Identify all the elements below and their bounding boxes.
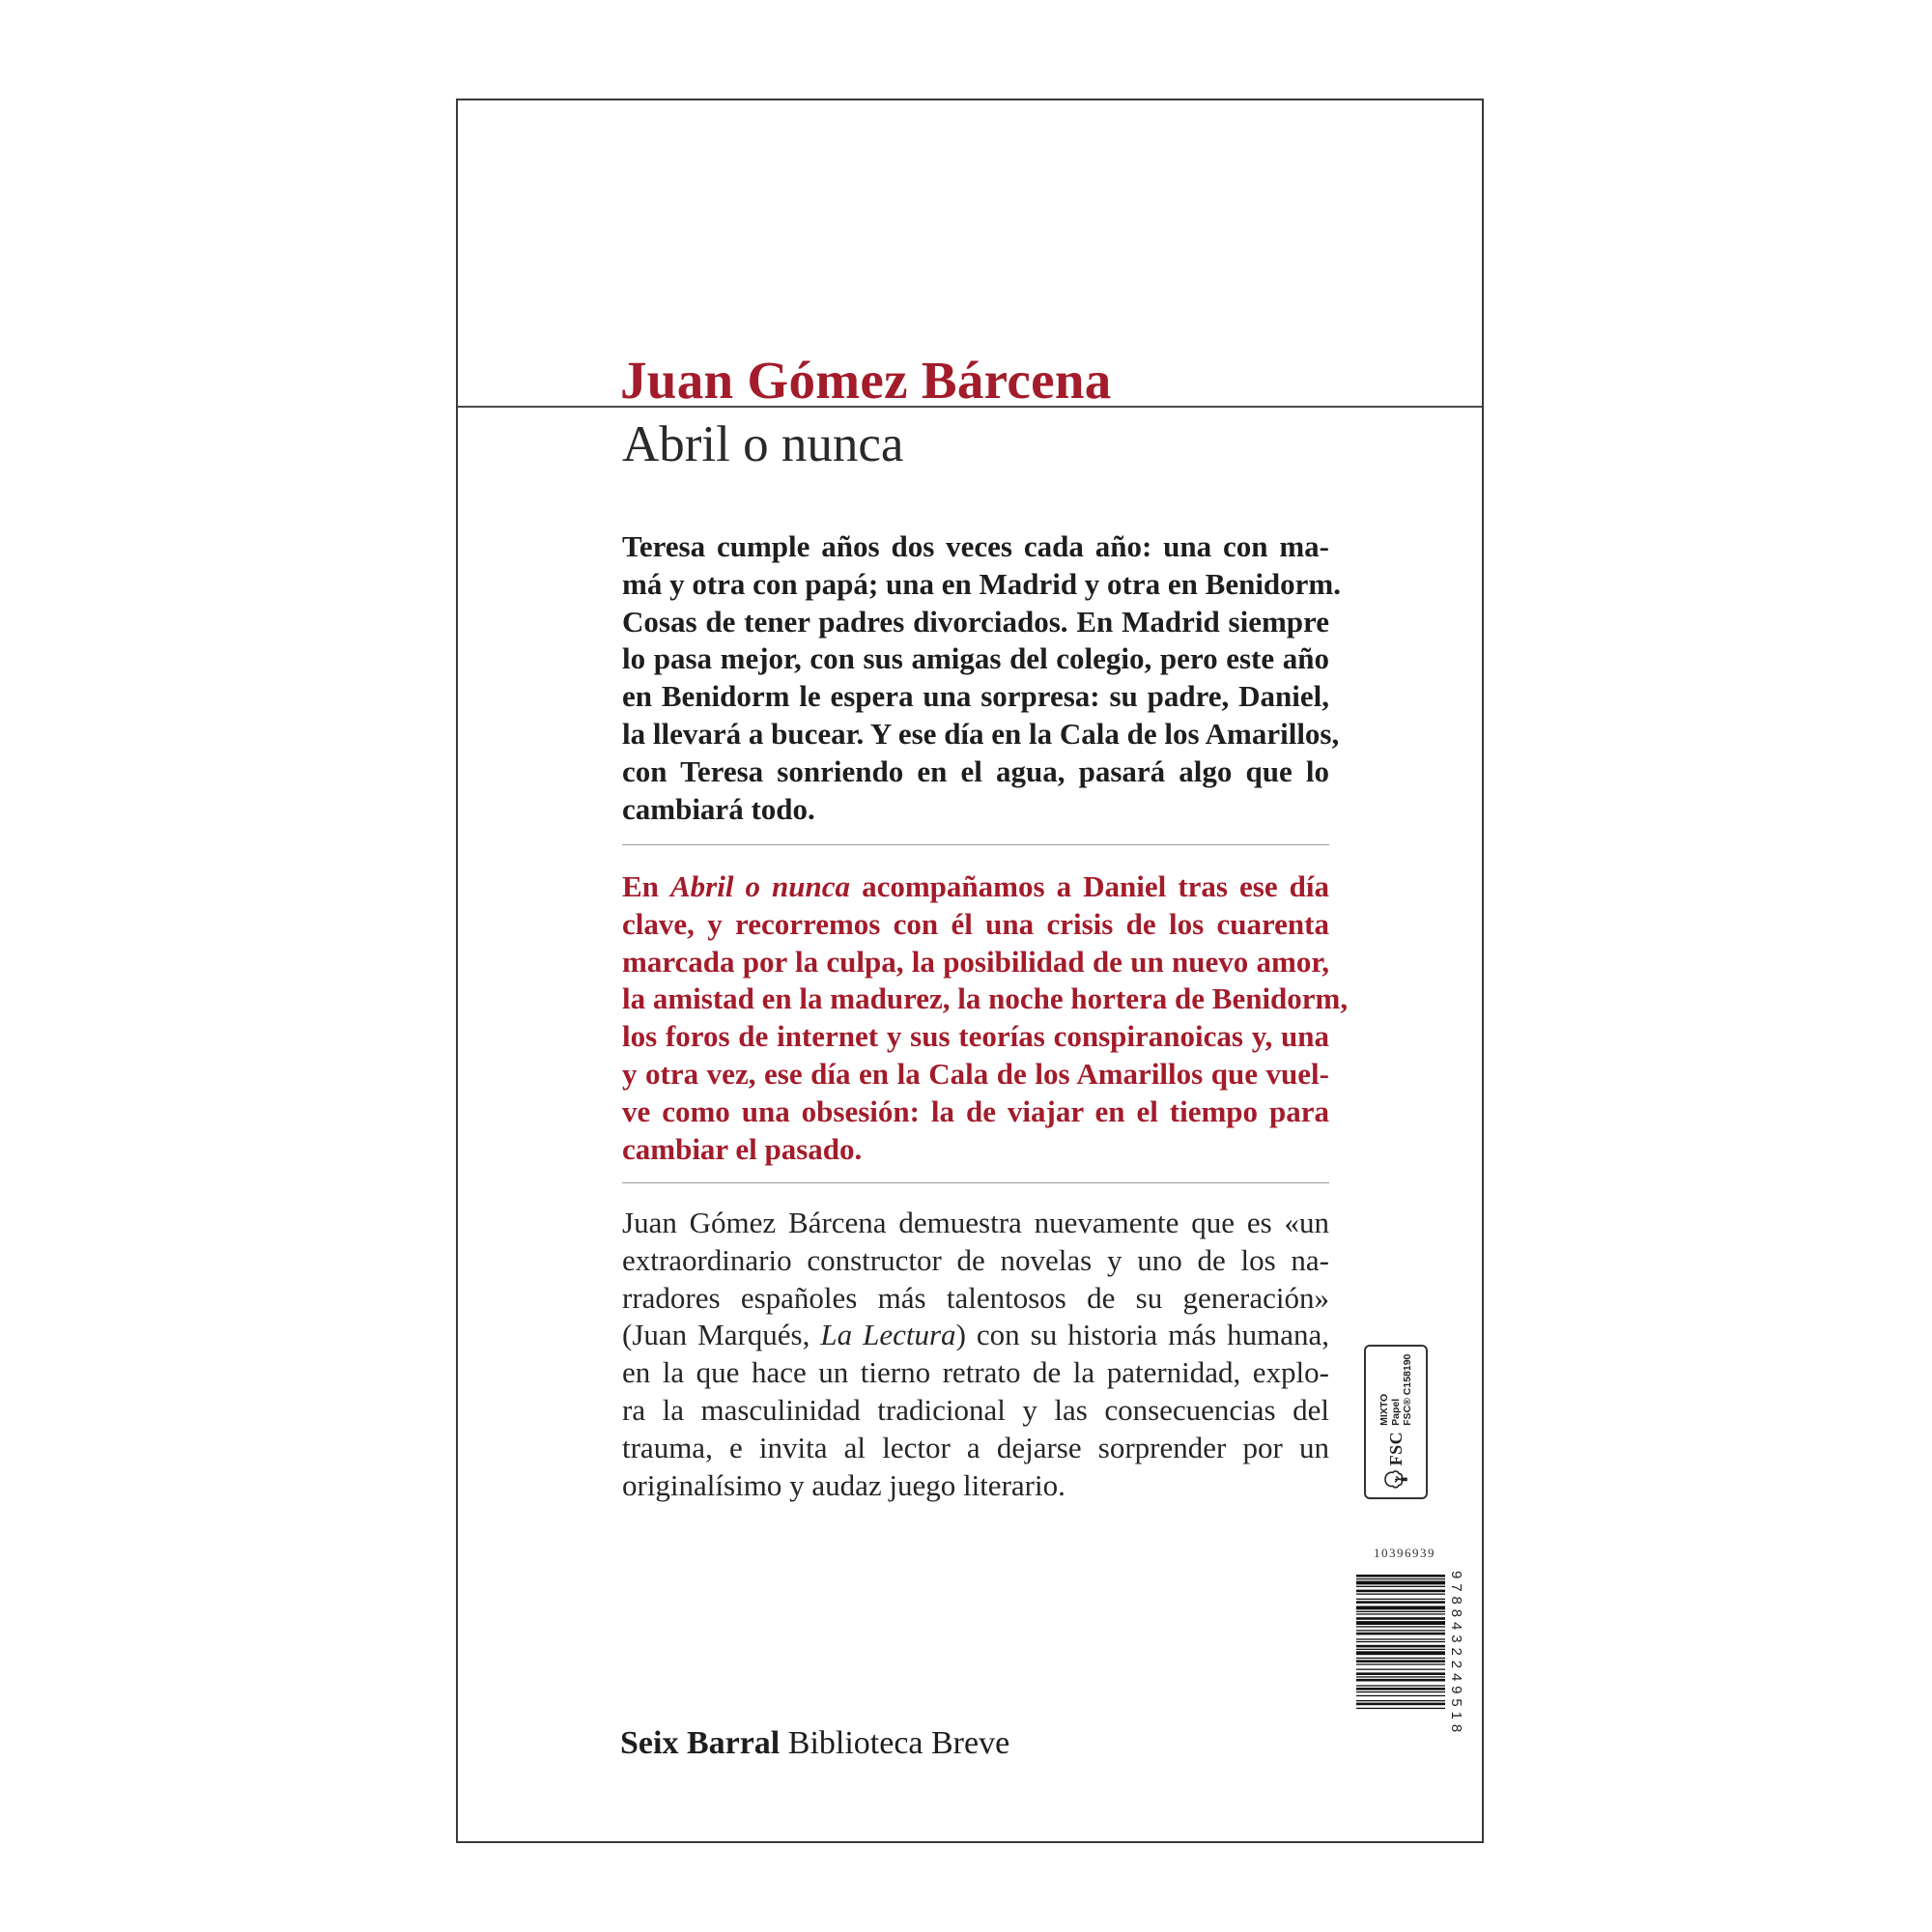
blurb-line (622, 1317, 1329, 1354)
product-code: 10396939 (1374, 1546, 1435, 1560)
barcode-bar (1356, 1663, 1445, 1664)
barcode-bar (1356, 1638, 1445, 1639)
praise-line: los foros de internet y sus teorías conspiranoicas y, una (622, 1019, 1329, 1054)
barcode-bar (1356, 1651, 1445, 1655)
praise-line (622, 868, 1329, 906)
blurb-line: Juan Gómez Bárcena demuestra nuevamente que es «un (622, 1206, 1329, 1239)
praise-line: y otra vez, ese día en la Cala de los Amarillos que vuel- (622, 1056, 1329, 1091)
barcode-bar (1356, 1626, 1445, 1627)
synopsis-line: la llevará a bucear. Y ese día en la Cala de los Amarillos, (622, 716, 1340, 751)
barcode-bar (1356, 1658, 1445, 1659)
barcode-bar (1356, 1641, 1445, 1642)
publisher-line (620, 1725, 1009, 1762)
barcode-bar (1356, 1672, 1445, 1675)
fsc-logo (1383, 1432, 1408, 1491)
barcode-bar (1356, 1685, 1445, 1686)
fsc-label-content (1378, 1354, 1413, 1491)
publisher-collection: Biblioteca Breve (787, 1725, 1010, 1761)
praise-paragraph (622, 868, 1349, 1168)
barcode-bar (1356, 1586, 1445, 1587)
barcode-bar (1356, 1633, 1445, 1635)
barcode-bar (1356, 1649, 1445, 1650)
synopsis-line: Teresa cumple años dos veces cada año: una con ma- (622, 529, 1329, 563)
synopsis-line: lo pasa mejor, con sus amigas del colegio, pero este año (622, 641, 1329, 676)
blurb-line: originalísimo y audaz juego literario. (622, 1467, 1065, 1502)
blurb-line: en la que hace un tierno retrato de la paternidad, explo- (622, 1355, 1329, 1390)
barcode-bar (1356, 1575, 1445, 1577)
isbn-barcode (1356, 1575, 1445, 1750)
barcode-bar (1356, 1594, 1445, 1595)
barcode-bar (1356, 1581, 1445, 1585)
isbn-number: 9788432249518 (1448, 1571, 1464, 1738)
praise-line: la amistad en la madurez, la noche hortera de Benidorm, (622, 981, 1349, 1016)
synopsis-line: cambiará todo. (622, 791, 815, 826)
synopsis-line: Cosas de tener padres divorciados. En Madrid siempre (622, 604, 1329, 639)
blurb-line: ra la masculinidad tradicional y las consecuencias del (622, 1392, 1329, 1427)
fsc-label (1364, 1345, 1428, 1499)
synopsis-line: má y otra con papá; una en Madrid y otra en Benidorm. (622, 566, 1341, 601)
barcode-bar (1356, 1621, 1445, 1625)
fsc-mixto: MIXTO (1378, 1393, 1390, 1426)
barcode-bar (1356, 1630, 1445, 1631)
blurb-line: rradores españoles más talentosos de su generación» (622, 1280, 1329, 1315)
praise-title-italic: Abril o nunca (669, 869, 851, 903)
book-title: Abril o nunca (622, 416, 904, 472)
section-divider (622, 1182, 1329, 1183)
citation-source-italic: La Lectura (820, 1318, 956, 1352)
praise-line: cambiar el pasado. (622, 1131, 863, 1166)
barcode-bar (1356, 1590, 1445, 1593)
section-divider (622, 844, 1329, 845)
barcode-bar (1356, 1601, 1445, 1604)
blurb-paragraph (622, 1205, 1329, 1504)
barcode-bar (1356, 1679, 1445, 1682)
synopsis-line: en Benidorm le espera una sorpresa: su padre, Daniel, (622, 679, 1329, 714)
barcode-bar (1356, 1645, 1445, 1648)
fsc-papel: Papel (1390, 1398, 1402, 1426)
synopsis-line: con Teresa sonriendo en el agua, pasará algo que lo (622, 753, 1329, 788)
publisher-name: Seix Barral (620, 1725, 781, 1761)
barcode-bar (1356, 1708, 1445, 1709)
barcode-bar (1356, 1691, 1445, 1692)
blurb-line: trauma, e invita al lector a dejarse sorprender por un (622, 1430, 1329, 1464)
isbn-digits (1449, 1571, 1468, 1774)
barcode-bar (1356, 1613, 1445, 1614)
citation-prefix: (Juan Marqués, (622, 1318, 821, 1352)
barcode-bar (1356, 1669, 1445, 1670)
synopsis-paragraph (622, 528, 1341, 828)
book-back-cover (456, 99, 1484, 1843)
fsc-license: FSC® C158190 (1402, 1353, 1413, 1426)
barcode-bar (1356, 1703, 1445, 1706)
fsc-mark-text: FSC (1385, 1431, 1406, 1466)
barcode-bar (1356, 1676, 1445, 1677)
barcode-bar (1356, 1611, 1445, 1612)
praise-prefix: En (622, 869, 670, 903)
praise-line: marcada por la culpa, la posibilidad de un nuevo amor, (622, 944, 1329, 979)
fsc-text-block (1378, 1354, 1413, 1426)
barcode-bar (1356, 1660, 1445, 1662)
blurb-line: extraordinario constructor de novelas y uno de los na- (622, 1242, 1329, 1277)
barcode-bar (1356, 1695, 1445, 1696)
barcode-bar (1356, 1700, 1445, 1701)
fsc-tree-icon (1383, 1468, 1408, 1490)
barcode-bar (1356, 1599, 1445, 1600)
barcode-bar (1356, 1606, 1445, 1610)
citation-suffix: ) con su historia más humana, (955, 1318, 1330, 1352)
barcode-bar (1356, 1578, 1445, 1579)
praise-line: clave, y recorremos con él una crisis de los cuarenta (622, 906, 1329, 941)
praise-line: ve como una obsesión: la de viajar en el tiempo para (622, 1094, 1329, 1128)
praise-suffix: acompañamos a Daniel tras ese día (850, 869, 1330, 903)
barcode-bar (1356, 1617, 1445, 1620)
author-name: Juan Gómez Bárcena (620, 351, 1112, 410)
barcode-bar (1356, 1688, 1445, 1690)
